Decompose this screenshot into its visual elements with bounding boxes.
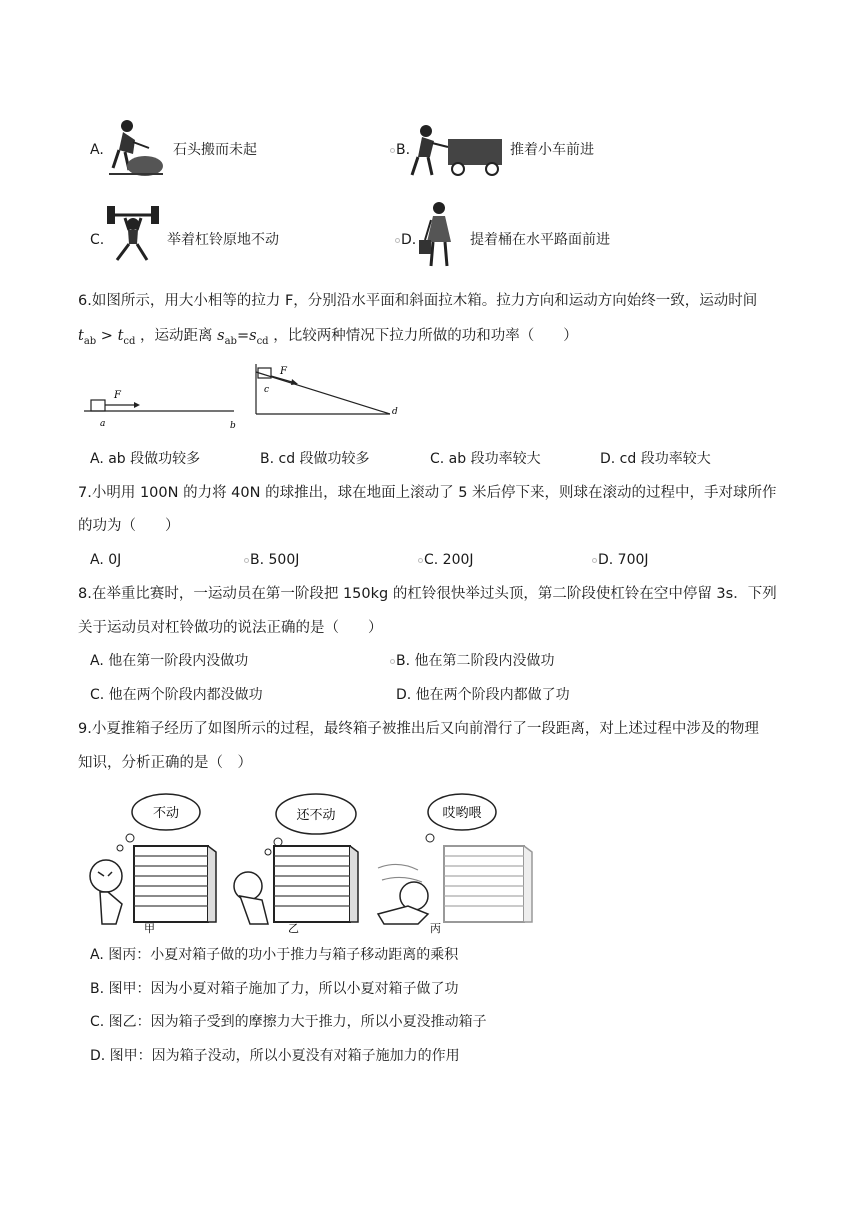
- q6-option-d: D. cd 段功率较大: [600, 451, 711, 467]
- q5-option-a-text: 石头搬而未起: [173, 142, 257, 158]
- q6-option-a: A. ab 段做功较多: [90, 451, 201, 467]
- q7-option-b: B. 500J: [244, 550, 299, 570]
- weightlifter-illustration: [103, 202, 163, 264]
- pushing-cart-illustration: [408, 123, 508, 179]
- bubble-text-3: 哎哟喂: [442, 806, 482, 821]
- q8-option-a: A. 他在第一阶段内没做功: [90, 653, 249, 669]
- q9-stem-line1: 9.小夏推箱子经历了如图所示的过程，最终箱子被推出后又向前滑行了一段距离，对上述过程中涉及的物理: [78, 721, 759, 737]
- panel-yi: [234, 794, 358, 935]
- q7-stem-line1: 7.小明用 100N 的力将 40N 的球推出，球在地面上滚动了 5 米后停下来，则球在滚动的过程中，手对球所作: [78, 485, 777, 501]
- q6-stem-line2: $t_{ab} > t_{cd}$ ，运动距离 $s_{ab}=s_{cd}$ ，比较两种情况下拉力所做的功和功率（ ）: [78, 328, 578, 347]
- point-label-d: d: [392, 407, 398, 417]
- q5-option-d-letter: D.: [395, 230, 416, 250]
- q8-option-c: C. 他在两个阶段内都没做功: [90, 687, 263, 703]
- q7-stem-line2: 的功为（ ）: [78, 518, 180, 534]
- q5-option-c-letter: C.: [90, 232, 105, 248]
- q5-option-d-text: 提着桶在水平路面前进: [470, 232, 610, 248]
- point-label-a: a: [100, 419, 106, 429]
- q9-stem-line2: 知识，分析正确的是（ ）: [78, 755, 252, 771]
- stone-lifting-illustration: [105, 118, 167, 178]
- caption-bing: 丙: [430, 922, 441, 935]
- carrying-bucket-illustration: [417, 200, 461, 272]
- pushing-box-comic: [78, 784, 538, 934]
- q7-option-c: C. 200J: [418, 550, 474, 570]
- incline-pull-diagram: [252, 362, 402, 432]
- q9-option-c: C. 图乙：因为箱子受到的摩擦力大于推力，所以小夏没推动箱子: [90, 1014, 487, 1030]
- q6-option-c: C. ab 段功率较大: [430, 451, 541, 467]
- q8-option-d: D. 他在两个阶段内都做了功: [396, 687, 570, 703]
- q9-option-d: D. 图甲：因为箱子没动，所以小夏没有对箱子施加力的作用: [90, 1048, 460, 1064]
- q8-stem-line1: 8.在举重比赛时，一运动员在第一阶段把 150kg 的杠铃很快举过头顶，第二阶段使杠铃在空中停留 3s．下列: [78, 586, 777, 602]
- horizontal-pull-diagram: [84, 378, 244, 432]
- panel-jia: [90, 794, 216, 935]
- bubble-text-2: 还不动: [296, 808, 336, 823]
- point-label-b: b: [230, 421, 236, 431]
- q6-option-b: B. cd 段做功较多: [260, 451, 370, 467]
- q9-option-a: A. 图丙：小夏对箱子做的功小于推力与箱子移动距离的乘积: [90, 947, 459, 963]
- q6-stem-line1: 6.如图所示，用大小相等的拉力 F，分别沿水平面和斜面拉木箱。拉力方向和运动方向始终一致，运动时间: [78, 293, 758, 309]
- caption-jia: 甲: [144, 922, 155, 935]
- q9-option-b: B. 图甲：因为小夏对箱子施加了力，所以小夏对箱子做了功: [90, 981, 459, 997]
- q8-option-b: B. 他在第二阶段内没做功: [390, 651, 555, 671]
- force-label-f1: F: [114, 390, 121, 401]
- point-label-c: c: [264, 385, 270, 395]
- bubble-text-1: 不动: [152, 806, 180, 821]
- q7-option-a: A. 0J: [90, 552, 122, 568]
- force-label-f2: F: [280, 366, 287, 377]
- caption-yi: 乙: [288, 922, 299, 935]
- q5-option-c-text: 举着杠铃原地不动: [167, 232, 279, 248]
- panel-bing: [378, 794, 532, 935]
- q5-option-b-letter: B.: [390, 140, 410, 160]
- q5-option-a-letter: A.: [90, 142, 104, 158]
- q7-option-d: D. 700J: [592, 550, 649, 570]
- q8-stem-line2: 关于运动员对杠铃做功的说法正确的是（ ）: [78, 620, 383, 636]
- q5-option-b-text: 推着小车前进: [510, 142, 594, 158]
